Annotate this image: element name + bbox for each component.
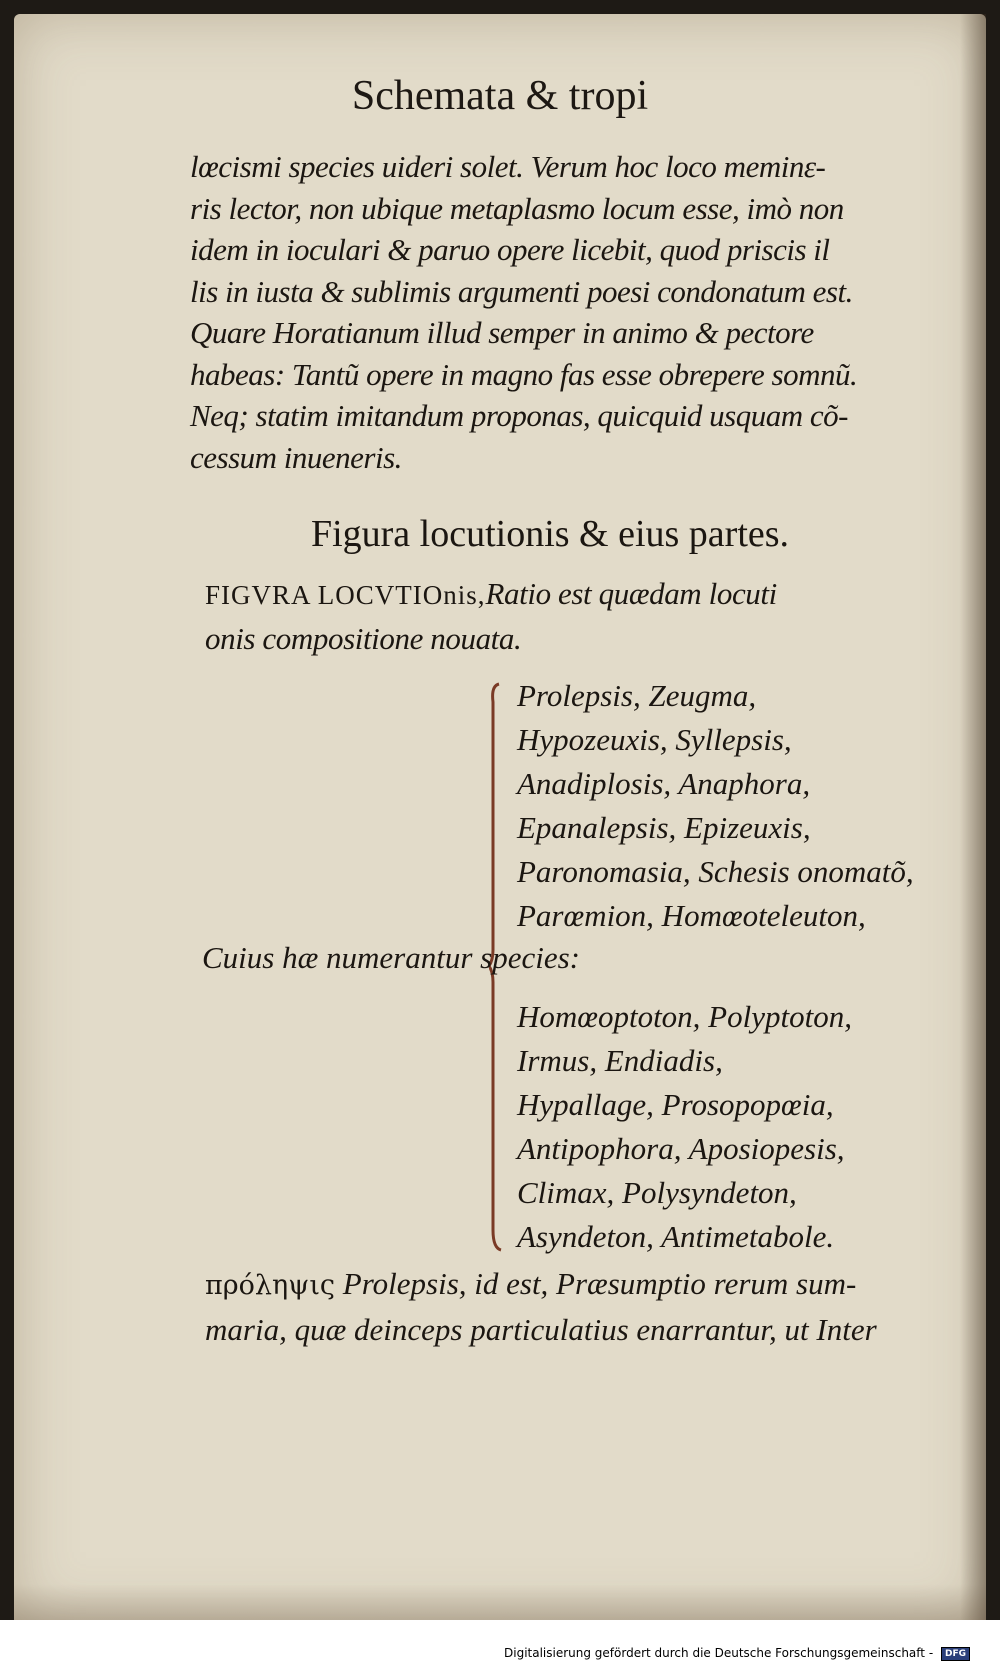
page-bottom-shade xyxy=(14,1584,986,1624)
species-list-upper xyxy=(517,674,914,938)
running-title: Schemata & tropi xyxy=(351,73,649,119)
digitization-credit xyxy=(504,1646,970,1661)
species-item: Homœoptoton, Polyptoton, xyxy=(517,999,852,1034)
definition-line-2: onis compositione nouata. xyxy=(205,621,522,656)
species-item: Parœmion, Homœoteleuton, xyxy=(517,898,866,933)
prolepsis-paragraph xyxy=(205,1262,925,1352)
prose-line: lœcismi species uideri solet. Verum hoc loco meminε- xyxy=(190,149,826,184)
dfg-logo: DFG xyxy=(941,1647,970,1661)
species-item: Hypallage, Prosopopœia, xyxy=(517,1087,834,1122)
page-edge-shadow xyxy=(960,14,986,1624)
prose-line: cessum inueneris. xyxy=(190,439,402,475)
prose-line: ris lector, non ubique metaplasmo locum esse, imò non xyxy=(190,190,844,226)
species-item: Prolepsis, Zeugma, xyxy=(517,678,757,713)
species-item: Antipophora, Aposiopesis, xyxy=(517,1131,845,1166)
definition-text: Ratio est quædam locuti xyxy=(485,576,777,611)
prolepsis-line-2: maria, quæ deinceps particulatius enarrantur, ut Inter xyxy=(205,1312,877,1347)
species-item: Irmus, Endiadis, xyxy=(517,1043,723,1078)
prose-line: Quare Horatianum illud semper in animo & pectore xyxy=(190,315,814,350)
species-item: Hypozeuxis, Syllepsis, xyxy=(517,722,792,757)
prose-line: idem in ioculari & paruo opere licebit, quod priscis il xyxy=(190,232,830,267)
definition-line xyxy=(205,572,925,617)
species-intro: Cuius hæ numerantur species: xyxy=(202,940,581,975)
species-item: Asyndeton, Antimetabole. xyxy=(517,1219,835,1254)
species-item: Epanalepsis, Epizeuxis, xyxy=(517,810,811,845)
definition-paragraph xyxy=(205,572,925,661)
section-heading: Figura locutionis & eius partes. xyxy=(310,513,790,555)
prolepsis-line xyxy=(205,1262,925,1308)
prose-line: habeas: Tantũ opere in magno fas esse obrepere somnũ. xyxy=(190,356,858,392)
prose-line: Neq; statim imitandum proponas, quicquid usquam cõ- xyxy=(190,398,848,433)
credit-text: Digitalisierung gefördert durch die Deutsche Forschungsgemeinschaft - xyxy=(504,1646,934,1660)
definition-term: FIGVRA LOCVTIOnis, xyxy=(205,580,486,610)
species-item: Anadiplosis, Anaphora, xyxy=(517,766,811,801)
species-item: Climax, Polysyndeton, xyxy=(517,1175,797,1210)
prose-line: lis in iusta & sublimis argumenti poesi condonatum est. xyxy=(190,273,853,309)
greek-term: πρόληψις xyxy=(205,1270,336,1301)
species-list-lower xyxy=(517,995,852,1259)
prolepsis-text: Prolepsis, id est, Præsumptio rerum sum- xyxy=(342,1266,857,1301)
prose-paragraph xyxy=(190,146,920,478)
species-item: Paronomasia, Schesis onomatõ, xyxy=(517,854,914,889)
